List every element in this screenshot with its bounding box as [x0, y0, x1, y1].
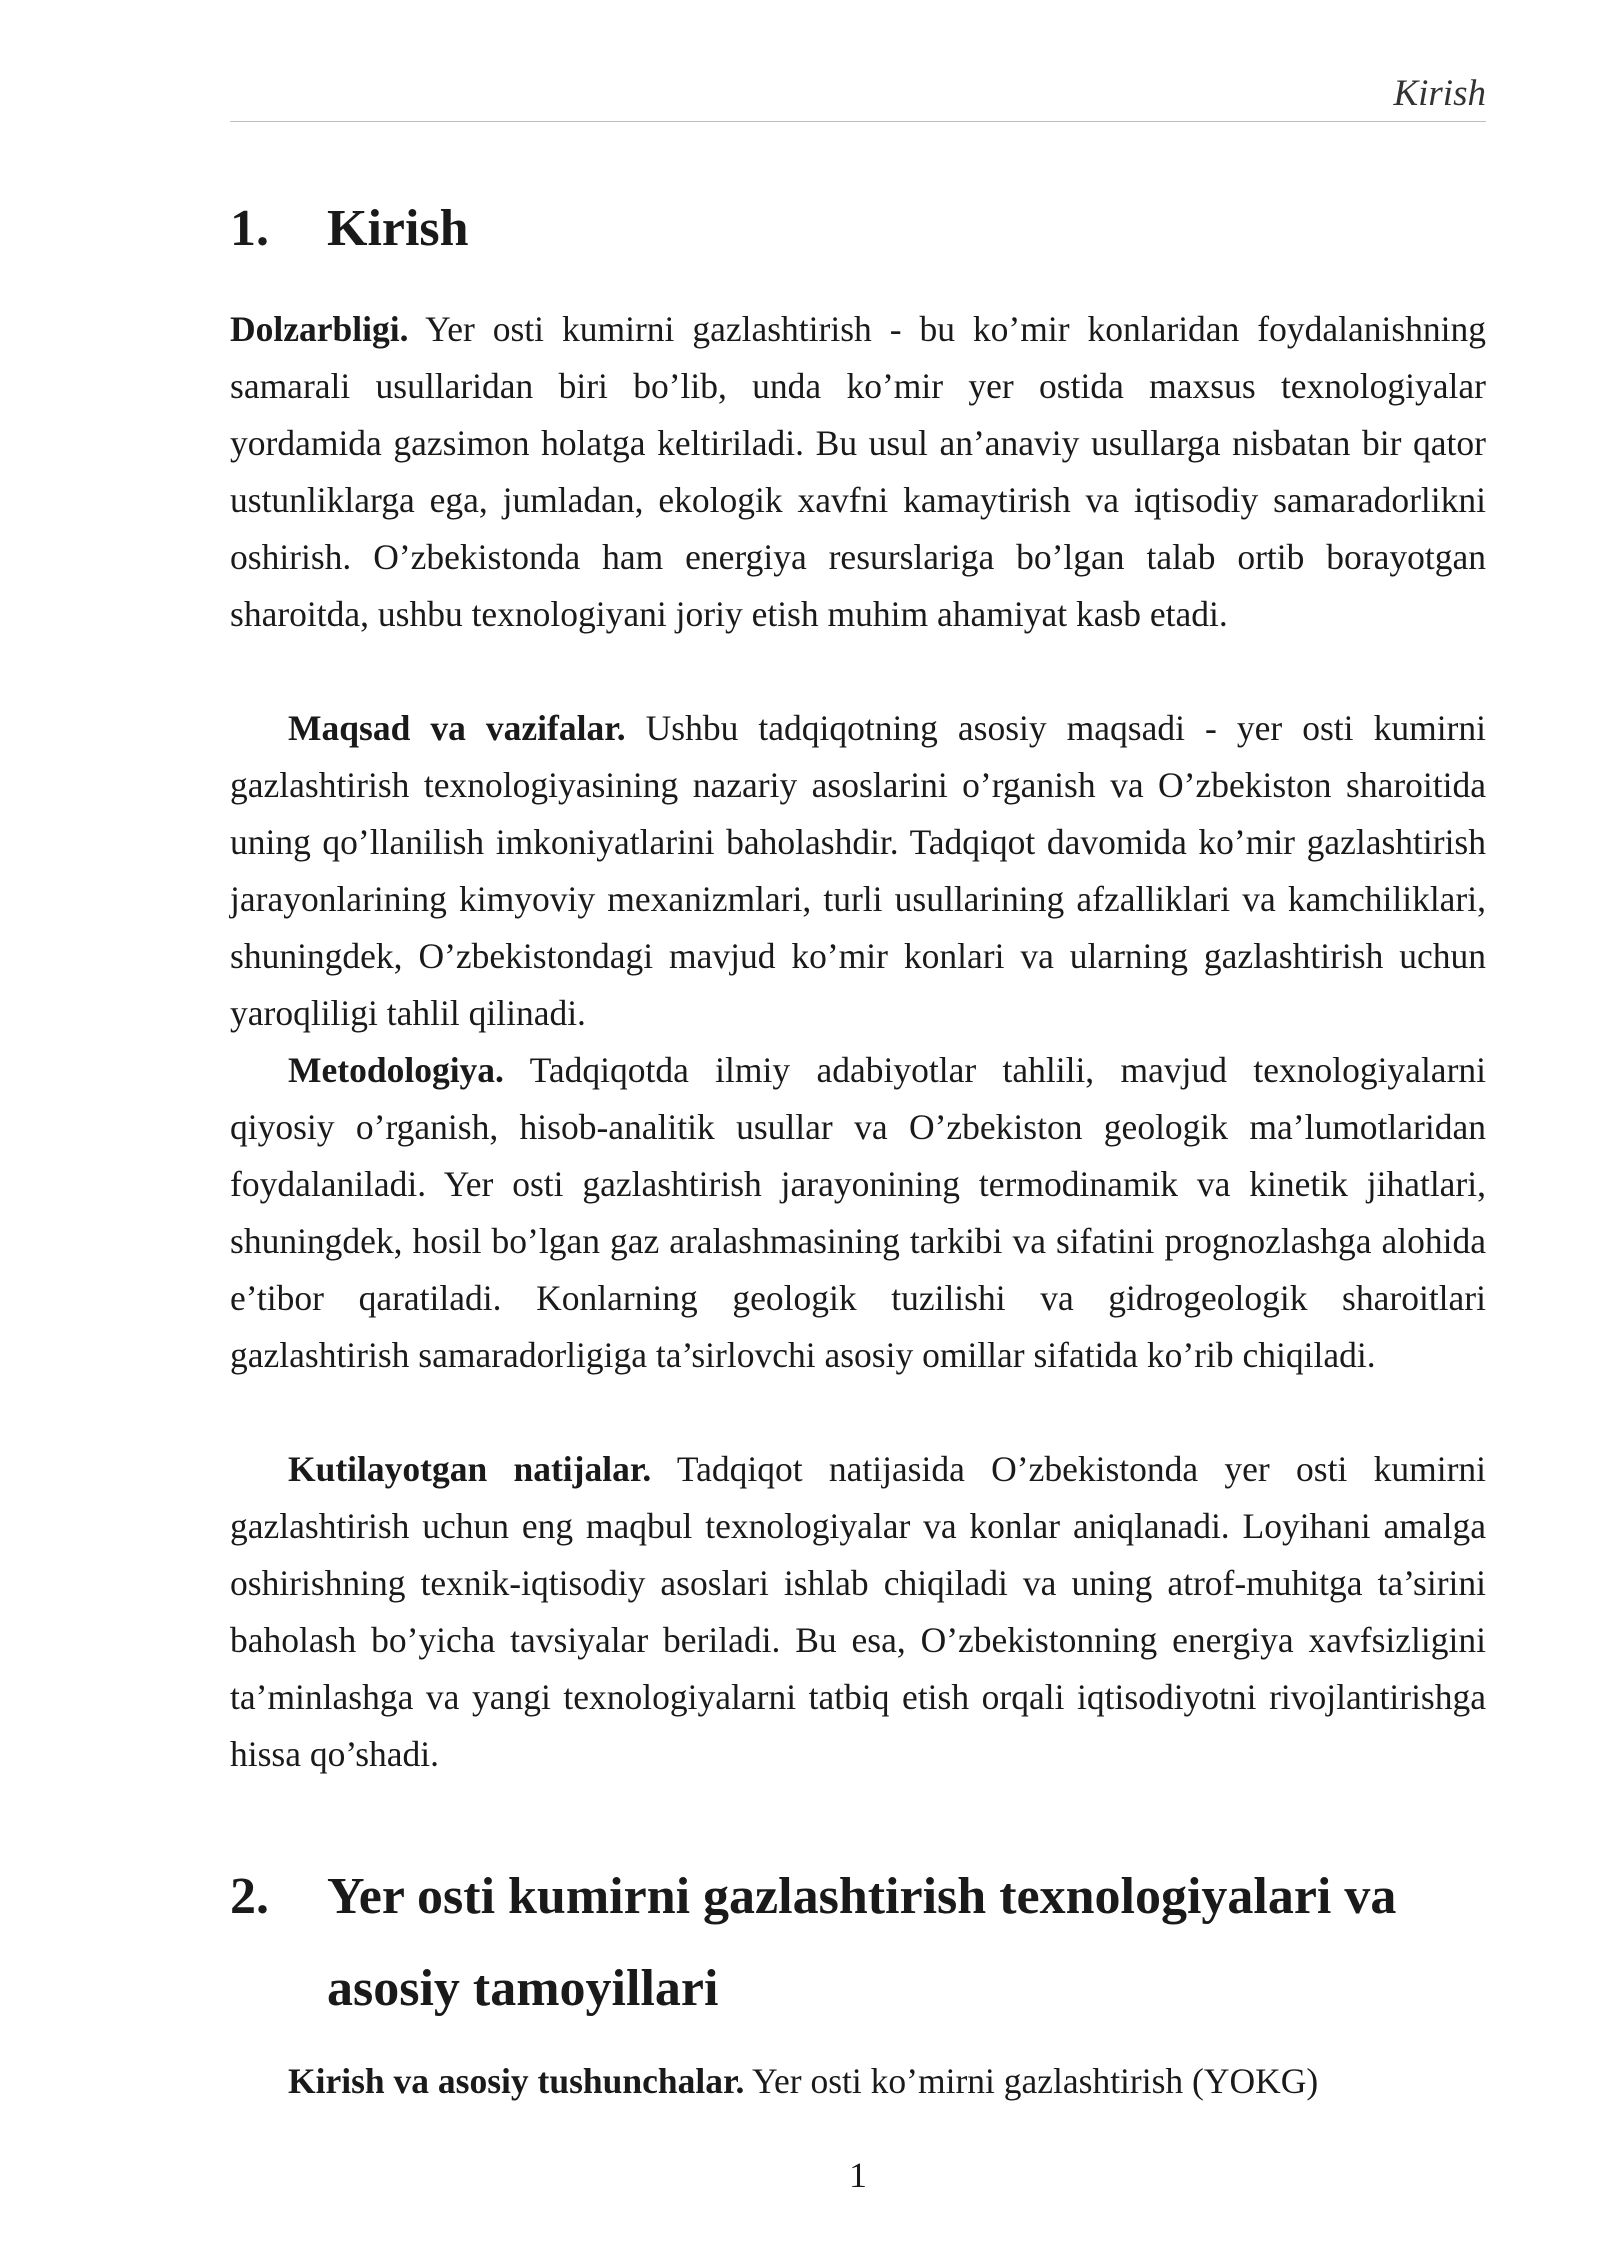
page-number: 1 [849, 2155, 867, 2195]
paragraph-metodologiya [230, 1042, 1486, 1384]
section-heading-2 [230, 1851, 1486, 2035]
header-rule [230, 121, 1486, 122]
document-page [230, 0, 1486, 2262]
paragraph-natijalar [230, 1441, 1486, 1783]
paragraph-lead: Dolzarbligi. [230, 309, 409, 349]
paragraph-maqsad [230, 700, 1486, 1042]
section-title: Kirish [327, 200, 469, 257]
running-header: Kirish [1393, 73, 1486, 114]
paragraph-asosiy-tushunchalar [230, 2053, 1486, 2110]
section-heading-1 [230, 183, 1486, 275]
paragraph-lead: Maqsad va vazifalar. [288, 708, 626, 748]
paragraph-lead: Metodologiya. [288, 1050, 504, 1090]
paragraph-text: Tadqiqotda ilmiy adabiyotlar tahlili, mavjud texnologiyalarni qiyosiy o’rganish, hisob-analitik usullar va O’zbekiston geologik ma’lumotlaridan foydalaniladi. Yer osti gazlashtirish jarayonining termodinamik va kinetik jihatlari, shuningdek, hosil bo’lgan gaz aralashmasining tarkibi va sifatini prognozlashga alohida e’tibor qaratiladi. Konlarning geologik tuzilishi va gidrogeologik sharoitlari gazlashtirish samaradorligiga ta’sirlovchi asosiy omillar sifatida ko’rib chiqiladi. [230, 1050, 1486, 1375]
paragraph-dolzarbligi [230, 301, 1486, 643]
paragraph-text: Yer osti kumirni gazlashtirish - bu ko’mir konlaridan foydalanishning samarali usullaridan biri bo’lib, unda ko’mir yer ostida maxsus texnologiyalar yordamida gazsimon holatga keltiriladi. Bu usul an’anaviy usullarga nisbatan bir qator ustunliklarga ega, jumladan, ekologik xavfni kamaytirish va iqtisodiy samaradorlikni oshirish. O’zbekistonda ham energiya resurslariga bo’lgan talab ortib borayotgan sharoitda, ushbu texnologiyani joriy etish muhim ahamiyat kasb etadi. [230, 309, 1487, 634]
paragraph-lead: Kutilayotgan natijalar. [288, 1449, 652, 1489]
paragraph-lead: Kirish va asosiy tushunchalar. [288, 2061, 745, 2101]
paragraph-text: Tadqiqot natijasida O’zbekistonda yer osti kumirni gazlashtirish uchun eng maqbul texnologiyalar va konlar aniqlanadi. Loyihani amalga oshirishning texnik-iqtisodiy asoslari ishlab chiqiladi va uning atrof-muhitga ta’sirini baholash bo’yicha tavsiyalar beriladi. Bu esa, O’zbekistonning energiya xavfsizligini ta’minlashga va yangi texnologiyalarni tatbiq etish orqali iqtisodiyotni rivojlantirishga hissa qo’shadi. [230, 1449, 1487, 1774]
paragraph-text: Ushbu tadqiqotning asosiy maqsadi - yer osti kumirni gazlashtirish texnologiyasining nazariy asoslarini o’rganish va O’zbekiston sharoitida uning qo’llanilish imkoniyatlarini baholashdir. Tadqiqot davomida ko’mir gazlashtirish jarayonlarining kimyoviy mexanizmlari, turli usullarining afzalliklari va kamchiliklari, shuningdek, O’zbekistondagi mavjud ko’mir konlari va ularning gazlashtirish uchun yaroqliligi tahlil qilinadi. [230, 708, 1486, 1033]
paragraph-text: Yer osti ko’mirni gazlashtirish (YOKG) [751, 2061, 1319, 2101]
section-number: 2. [230, 1868, 269, 1925]
section-title: Yer osti kumirni gazlashtirish texnologiyalari va asosiy tamoyillari [327, 1868, 1397, 2017]
section-number: 1. [230, 200, 269, 257]
